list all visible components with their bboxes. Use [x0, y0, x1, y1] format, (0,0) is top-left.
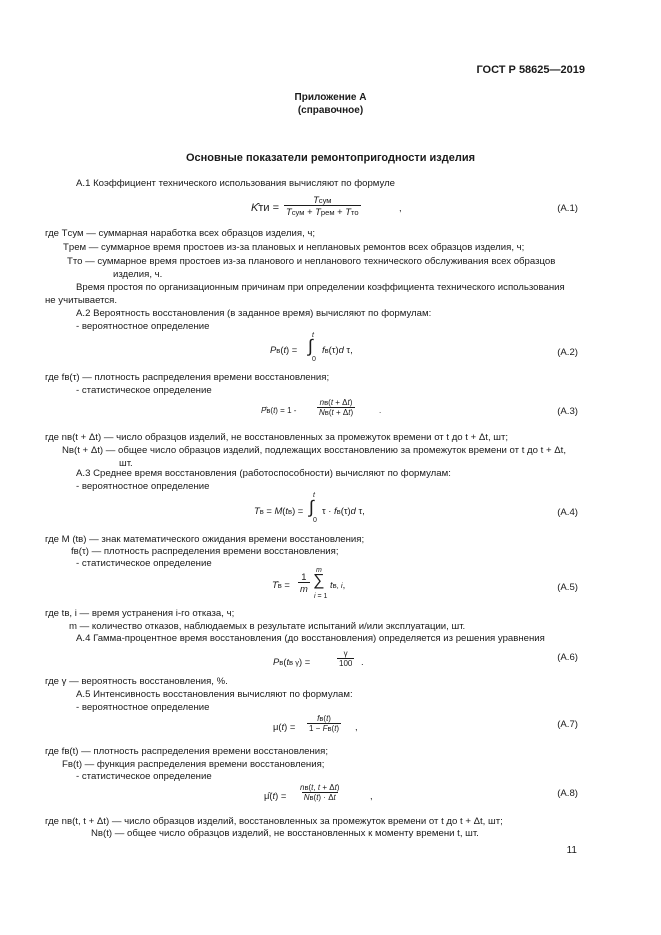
where-tsum: где Tсум — суммарная наработка всех образцов изделия, ч; — [45, 228, 316, 239]
note-line1: Время простоя по организационным причинам при определении коэффициента технического использования — [76, 282, 565, 293]
page-number: 11 — [566, 845, 577, 856]
where-gamma: где γ — вероятность восстановления, %. — [45, 676, 228, 687]
where-Nv-line1: Nв(t + Δt) — общее число образцов изделий, подлежащих восстановлению за промежуток времени от t до t + Δt, — [62, 445, 566, 456]
equation-number-a5: (А.5) — [557, 582, 578, 593]
where-nv: где nв(t + Δt) — число образцов изделий, не восстановленных за промежуток времени от t до t + Δt, шт; — [45, 432, 509, 443]
a2-statistical: - статистическое определение — [76, 385, 212, 396]
paragraph-a5: А.5 Интенсивность восстановления вычисляют по формулам: — [76, 689, 353, 700]
paragraph-a4: А.4 Гамма-процентное время восстановления (до восстановления) определяется из решения уравнения — [76, 633, 545, 644]
where-Fv: Fв(t) — функция распределения времени восстановления; — [62, 759, 325, 770]
standard-number: ГОСТ Р 58625—2019 — [476, 64, 585, 76]
equation-number-a1: (А.1) — [557, 203, 578, 214]
paragraph-a3: А.3 Среднее время восстановления (работоспособности) вычисляют по формулам: — [76, 468, 451, 479]
section-title: Основные показатели ремонтопригодности изделия — [185, 152, 476, 164]
where-tto-line2: изделия, ч. — [113, 269, 163, 280]
equation-number-a8: (А.8) — [557, 788, 578, 799]
where-trem: Tрем — суммарное время простоев из-за плановых и неплановых ремонтов всех образцов изделия, ч; — [63, 242, 525, 253]
where-Nv-a5: Nв(t) — общее число образцов изделий, не восстановленных к моменту времени t, шт. — [91, 828, 479, 839]
where-Nv-line2: шт. — [119, 458, 133, 469]
where-M: где M (tв) — знак математического ожидания времени восстановления; — [45, 534, 365, 545]
where-fv-a2: где fв(τ) — плотность распределения времени восстановления; — [45, 372, 330, 383]
where-fv-a3: fв(τ) — плотность распределения времени восстановления; — [71, 546, 339, 557]
note-line2: не учитывается. — [45, 295, 118, 306]
paragraph-a1: А.1 Коэффициент технического использования вычисляют по формуле — [76, 178, 396, 189]
equation-number-a2: (А.2) — [557, 347, 578, 358]
where-nv-a5: где nв(t, t + Δt) — число образцов изделий, восстановленных за промежуток времени от t до t + Δt, шт; — [45, 816, 503, 827]
equation-number-a6: (А.6) — [557, 652, 578, 663]
where-m: m — количество отказов, наблюдаемых в результате испытаний и/или эксплуатации, шт. — [69, 621, 466, 632]
paragraph-a2: А.2 Вероятность восстановления (в заданное время) вычисляют по формулам: — [76, 308, 432, 319]
where-tvi: где tв, i — время устранения i-го отказа, ч; — [45, 608, 235, 619]
a5-statistical: - статистическое определение — [76, 771, 212, 782]
a3-statistical: - статистическое определение — [76, 558, 212, 569]
equation-number-a7: (А.7) — [557, 719, 578, 730]
a3-probabilistic: - вероятностное определение — [76, 481, 210, 492]
equation-number-a4: (А.4) — [557, 507, 578, 518]
a2-probabilistic: - вероятностное определение — [76, 321, 210, 332]
equation-number-a3: (А.3) — [557, 406, 578, 417]
appendix-title: Приложение А — [294, 92, 367, 103]
a5-probabilistic: - вероятностное определение — [76, 702, 210, 713]
where-fv-a5: где fв(t) — плотность распределения времени восстановления; — [45, 746, 329, 757]
appendix-subtitle: (справочное) — [297, 105, 364, 116]
where-tto-line1: Tто — суммарное время простоев из-за планового и непланового технического обслуживания всех образцов — [67, 256, 556, 267]
